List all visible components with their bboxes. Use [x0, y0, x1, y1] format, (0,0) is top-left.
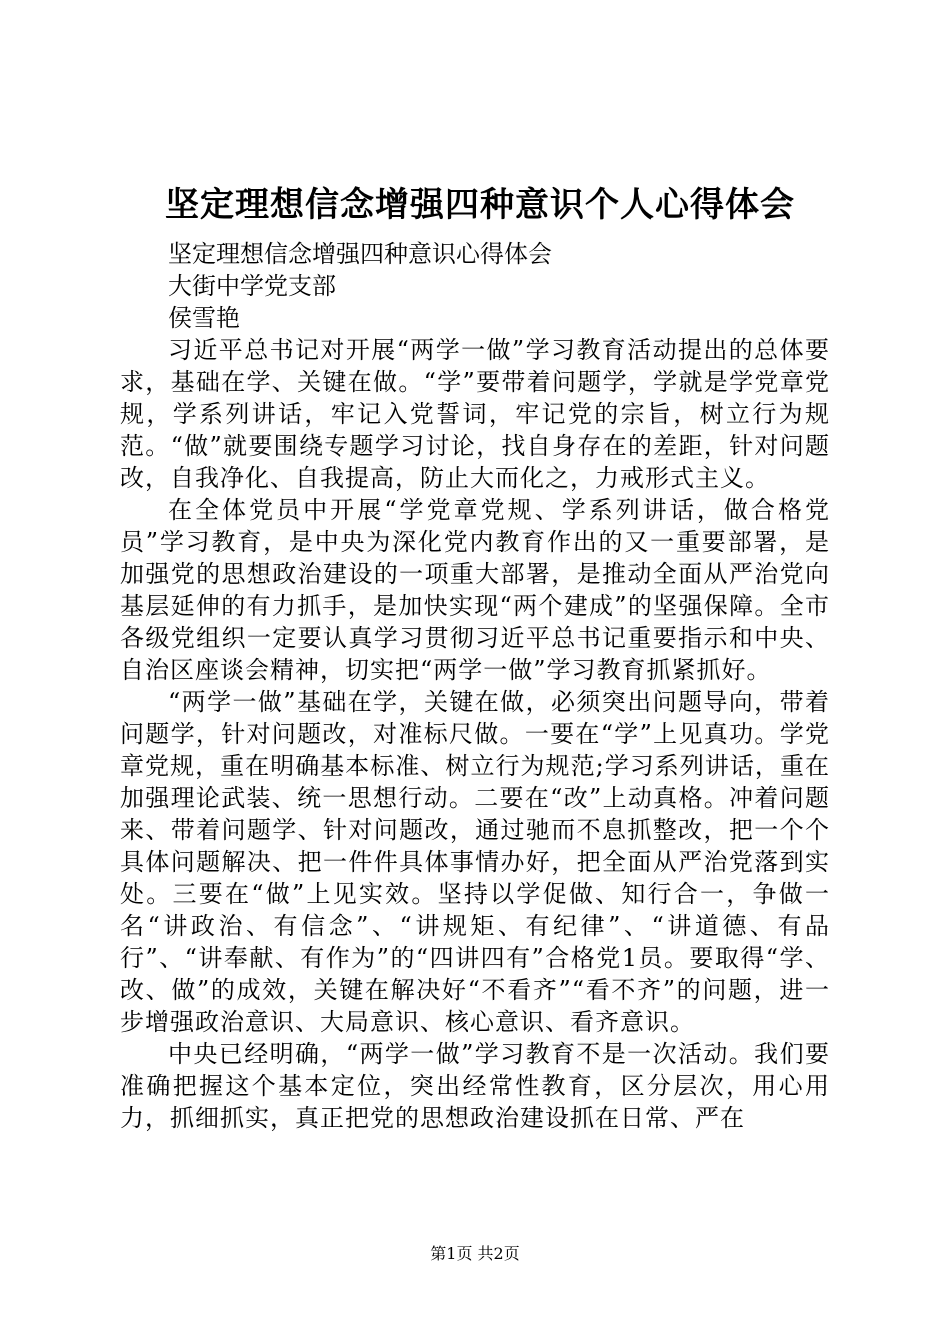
page-footer: 第1页 共2页	[430, 1244, 520, 1263]
paragraph-2: 在全体党员中开展“学党章党规、学系列讲话，做合格党员”学习教育，是中央为深化党内教育作出的又一重要部署，是加强党的思想政治建设的一项重大部署，是推动全面从严治党向基层延伸的有力抓手，是加快实现“两个建成”的坚强保障。全市各级党组织一定要认真学习贯彻习近平总书记重要指示和中央、自治区座谈会精神，切实把“两学一做”学习教育抓紧抓好。	[120, 496, 830, 684]
paragraph-3: “两学一做”基础在学，关键在做，必须突出问题导向，带着问题学，针对问题改，对准标尺做。一要在“学”上见真功。学党章党规，重在明确基本标准、树立行为规范;学习系列讲话，重在加强理论武装、统一思想行动。二要在“改”上动真格。冲着问题来、带着问题学、针对问题改，通过驰而不息抓整改，把一个个具体问题解决、把一件件具体事情办好，把全面从严治党落到实处。三要在“做”上见实效。坚持以学促做、知行合一，争做一名“讲政治、有信念”、“讲规矩、有纪律”、“讲道德、有品行”、“讲奉献、有作为”的“四讲四有”合格党1员。要取得“学、改、做”的成效，关键在解决好“不看齐”“看不齐”的问题，进一步增强政治意识、大局意识、核心意识、看齐意识。	[120, 688, 830, 1036]
document-organization: 大街中学党支部	[168, 272, 336, 300]
document-author: 侯雪艳	[168, 304, 240, 332]
paragraph-1: 习近平总书记对开展“两学一做”学习教育活动提出的总体要求，基础在学、关键在做。“学”要带着问题学，学就是学党章党规，学系列讲话，牢记入党誓词，牢记党的宗旨，树立行为规范。“做”就要围绕专题学习讨论，找自身存在的差距，针对问题改，自我净化、自我提高，防止大而化之，力戒形式主义。	[120, 336, 830, 492]
document-body	[120, 238, 830, 1134]
paragraph-4: 中央已经明确，“两学一做”学习教育不是一次活动。我们要准确把握这个基本定位，突出经常性教育，区分层次，用心用力，抓细抓实，真正把党的思想政治建设抓在日常、严在	[120, 1040, 830, 1132]
document-title: 坚定理想信念增强四种意识个人心得体会	[165, 185, 795, 225]
document-subtitle: 坚定理想信念增强四种意识心得体会	[168, 240, 552, 268]
